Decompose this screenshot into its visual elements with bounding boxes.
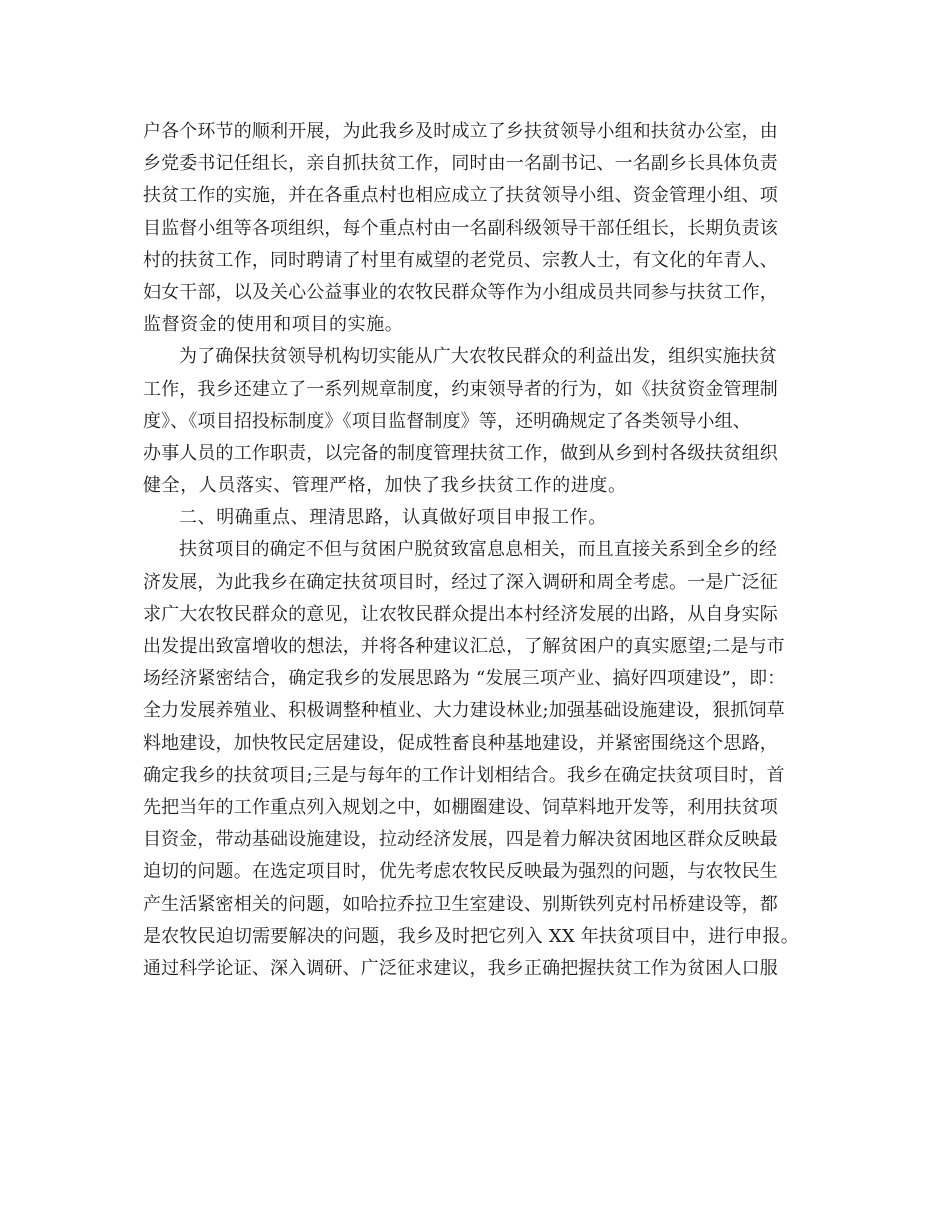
text-line: 通过科学论证、深入调研、广泛征求建议，我乡正确把握扶贫工作为贫困人口服: [143, 957, 778, 979]
text-line: 工作，我乡还建立了一系列规章制度，约束领导者的行为，如《扶贫资金管理制: [143, 378, 778, 400]
text-line: 村的扶贫工作，同时聘请了村里有威望的老党员、宗教人士，有文化的年青人、: [143, 249, 778, 271]
text-line: 健全，人员落实、管理严格，加快了我乡扶贫工作的进度。: [143, 475, 627, 497]
text-line: 产生活紧密相关的问题，如哈拉乔拉卫生室建设、别斯铁列克村吊桥建设等，都: [143, 893, 778, 915]
document-body: [143, 116, 823, 985]
text-line: 度》、《项目招投标制度》《项目监督制度》等，还明确规定了各类领导小组、: [143, 410, 751, 432]
paragraph-first-line: 为了确保扶贫领导机构切实能从广大农牧民群众的利益出发，组织实施扶贫: [179, 346, 777, 368]
text-line: 办事人员的工作职责，以完备的制度管理扶贫工作，做到从乡到村各级扶贫组织: [143, 442, 778, 464]
text-line: 确定我乡的扶贫项目;三是与每年的工作计划相结合。我乡在确定扶贫项目时，首: [143, 764, 785, 786]
text-line: 济发展，为此我乡在确定扶贫项目时，经过了深入调研和周全考虑。一是广泛征: [143, 571, 778, 593]
text-line: 场经济紧密结合，确定我乡的发展思路为 “发展三项产业、搞好四项建设”，即：: [143, 668, 786, 690]
paragraph-first-line: 扶贫项目的确定不但与贫困户脱贫致富息息相关，而且直接关系到全乡的经: [179, 539, 777, 561]
text-line: 料地建设，加快牧民定居建设，促成牲畜良种基地建设，并紧密围绕这个思路，: [143, 732, 778, 754]
text-line: 全力发展养殖业、积极调整种植业、大力建设林业;加强基础设施建设，狠抓饲草: [143, 700, 785, 722]
paragraph-first-line: 二、明确重点、理清思路，认真做好项目申报工作。: [179, 507, 607, 529]
text-line: 出发提出致富增收的想法，并将各种建议汇总，了解贫困户的真实愿望;二是与市: [143, 636, 785, 657]
text-line: 目监督小组等各项组织，每个重点村由一名副科级领导干部任组长，长期负责该: [143, 217, 778, 239]
text-line: 迫切的问题。在选定项目时，优先考虑农牧民反映最为强烈的问题，与农牧民生: [143, 861, 778, 883]
text-line: 扶贫工作的实施，并在各重点村也相应成立了扶贫领导小组、资金管理小组、项: [143, 185, 778, 207]
text-line: 监督资金的使用和项目的实施。: [143, 314, 404, 336]
text-line: 乡党委书记任组长，亲自抓扶贫工作，同时由一名副书记、一名副乡长具体负责: [143, 153, 778, 175]
text-line: 户各个环节的顺利开展，为此我乡及时成立了乡扶贫领导小组和扶贫办公室，由: [143, 121, 778, 142]
text-line: 求广大农牧民群众的意见，让农牧民群众提出本村经济发展的出路，从自身实际: [143, 603, 778, 625]
text-line: 先把当年的工作重点列入规划之中，如棚圈建设、饲草料地开发等，利用扶贫项: [143, 796, 778, 818]
text-line: 是农牧民迫切需要解决的问题，我乡及时把它列入 XX 年扶贫项目中，进行申报。: [143, 925, 799, 947]
text-line: 妇女干部，以及关心公益事业的农牧民群众等作为小组成员共同参与扶贫工作，: [143, 281, 778, 303]
text-line: 目资金，带动基础设施建设，拉动经济发展，四是着力解决贫困地区群众反映最: [143, 829, 778, 851]
